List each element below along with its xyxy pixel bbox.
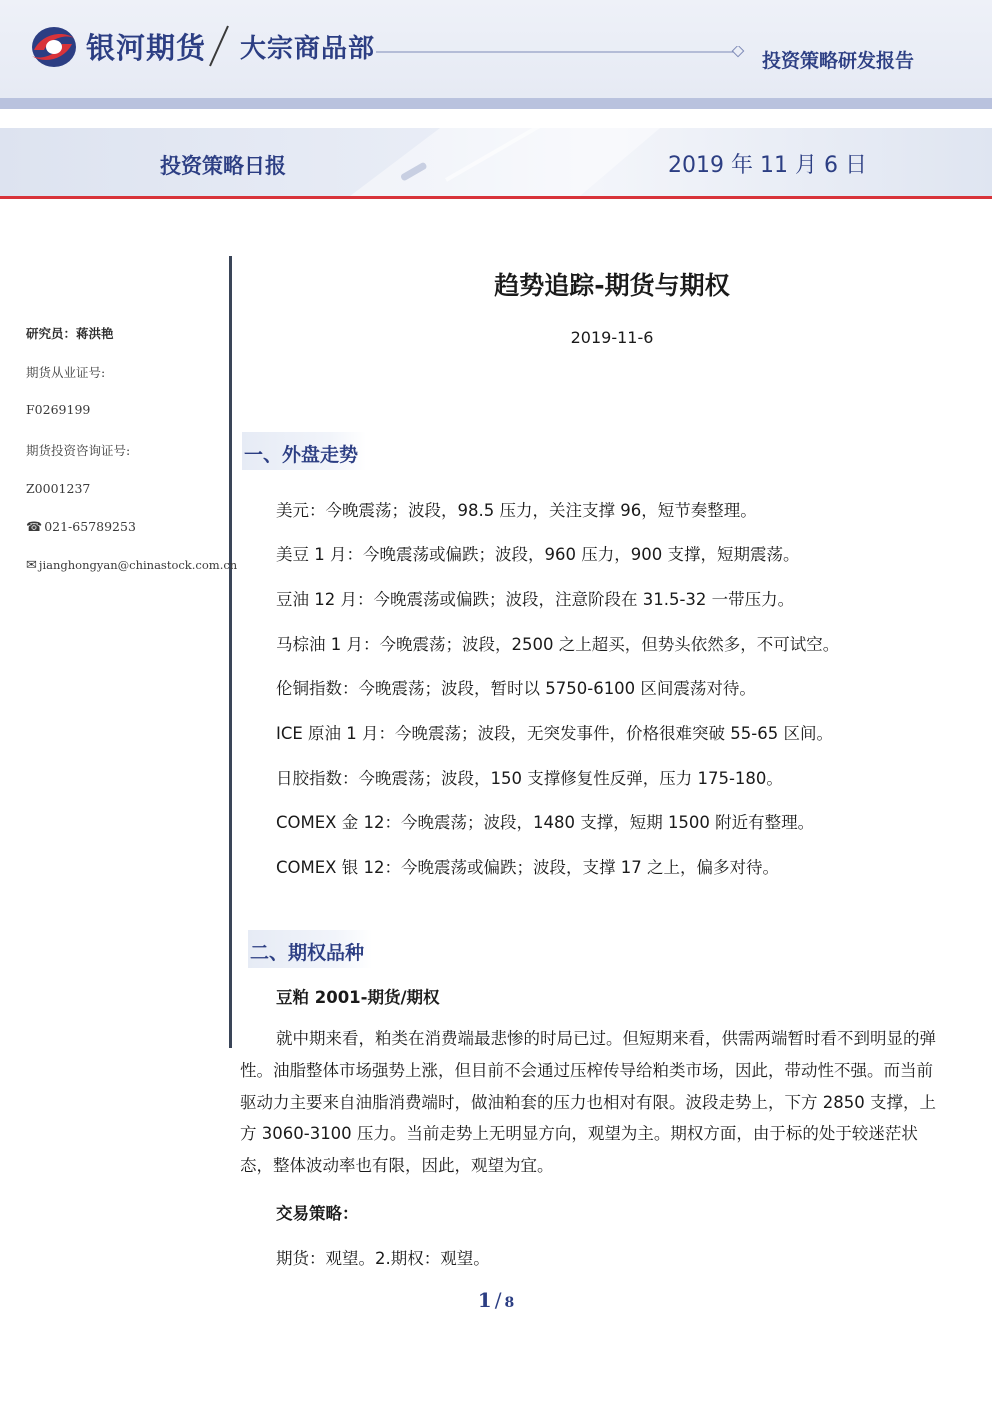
document-title: 趋势追踪-期货与期权 xyxy=(494,271,730,300)
phone-icon: ☎ xyxy=(26,520,43,535)
daily-report-date: 2019 年 11 月 6 日 xyxy=(668,153,867,178)
title-band-underline xyxy=(0,196,992,199)
option-subheading: 豆粕 2001-期货/期权 xyxy=(276,988,440,1007)
section-heading-overseas xyxy=(242,432,366,470)
strategy-label: 交易策略： xyxy=(276,1204,359,1223)
contact-email xyxy=(26,558,237,573)
section-heading-text: 一、外盘走势 xyxy=(244,444,359,466)
header-stripe xyxy=(0,98,992,109)
researcher-name: 研究员：蒋洪艳 xyxy=(26,326,114,341)
market-line: COMEX 金 12：今晚震荡；波段，1480 支撑，短期 1500 附近有整理。 xyxy=(276,813,815,832)
galaxy-futures-logo-icon xyxy=(28,24,78,70)
page-separator: / xyxy=(494,1288,502,1312)
department-name: 大宗商品部 xyxy=(240,34,376,64)
title-band-decoration xyxy=(330,128,660,196)
market-line: 美豆 1 月：今晚震荡或偏跌；波段，960 压力，900 支撑，短期震荡。 xyxy=(276,545,800,564)
header-rule xyxy=(376,46,746,58)
document-date: 2019-11-6 xyxy=(570,328,654,347)
consult-license-number: Z0001237 xyxy=(26,481,91,496)
report-type: 投资策略研发报告 xyxy=(762,50,915,72)
market-line: 豆油 12 月：今晚震荡或偏跌；波段，注意阶段在 31.5-32 一带压力。 xyxy=(276,590,795,609)
futures-license-number: F0269199 xyxy=(26,402,91,417)
contact-phone xyxy=(26,519,136,535)
market-line: 日胶指数：今晚震荡；波段，150 支撑修复性反弹，压力 175-180。 xyxy=(276,769,783,788)
market-line: 马棕油 1 月：今晚震荡；波段，2500 之上超买，但势头依然多，不可试空。 xyxy=(276,635,840,654)
page-number xyxy=(0,1288,992,1312)
market-line: COMEX 银 12：今晚震荡或偏跌；波段，支撑 17 之上，偏多对待。 xyxy=(276,858,779,877)
mail-icon: ✉ xyxy=(26,558,37,573)
daily-report-title: 投资策略日报 xyxy=(160,154,286,178)
section-heading-text: 二、期权品种 xyxy=(250,942,365,964)
page-total: 8 xyxy=(504,1295,515,1311)
consult-license-label: 期货投资咨询证号: xyxy=(26,443,131,458)
sidebar-divider xyxy=(229,256,232,1048)
section-heading-options xyxy=(248,930,372,968)
divider-slash xyxy=(206,24,232,68)
market-line: 美元：今晚震荡；波段，98.5 压力，关注支撑 96，短节奏整理。 xyxy=(276,501,757,520)
page-current: 1 xyxy=(477,1288,492,1312)
email-address: jianghongyan@chinastock.com.cn xyxy=(38,558,238,572)
phone-number: 021-65789253 xyxy=(44,519,136,534)
company-name: 银河期货 xyxy=(86,31,207,65)
market-line: 伦铜指数：今晚震荡；波段，暂时以 5750-6100 区间震荡对待。 xyxy=(276,679,756,698)
market-line: ICE 原油 1 月：今晚震荡；波段，无突发事件，价格很难突破 55-65 区间。 xyxy=(276,724,833,743)
strategy-text: 期货：观望。2.期权：观望。 xyxy=(276,1249,490,1268)
analysis-paragraph: 就中期来看，粕类在消费端最悲惨的时局已过。但短期来看，供需两端暂时看不到明显的弹性。油脂整体市场强势上涨，但目前不会通过压榨传导给粕类市场，因此，带动性不强。而当前驱动力主要来自油脂消费端时，做油粕套的压力也相对有限。波段走势上，下方 2850 支撑，上方 3060-3100 压力。当前走势上无明显方向，观望为主。期权方面，由于标的处于较迷茫状态，整体波动率也有限，因此，观望为宜。 xyxy=(240,1029,936,1176)
futures-license-label: 期货从业证号: xyxy=(26,365,106,380)
